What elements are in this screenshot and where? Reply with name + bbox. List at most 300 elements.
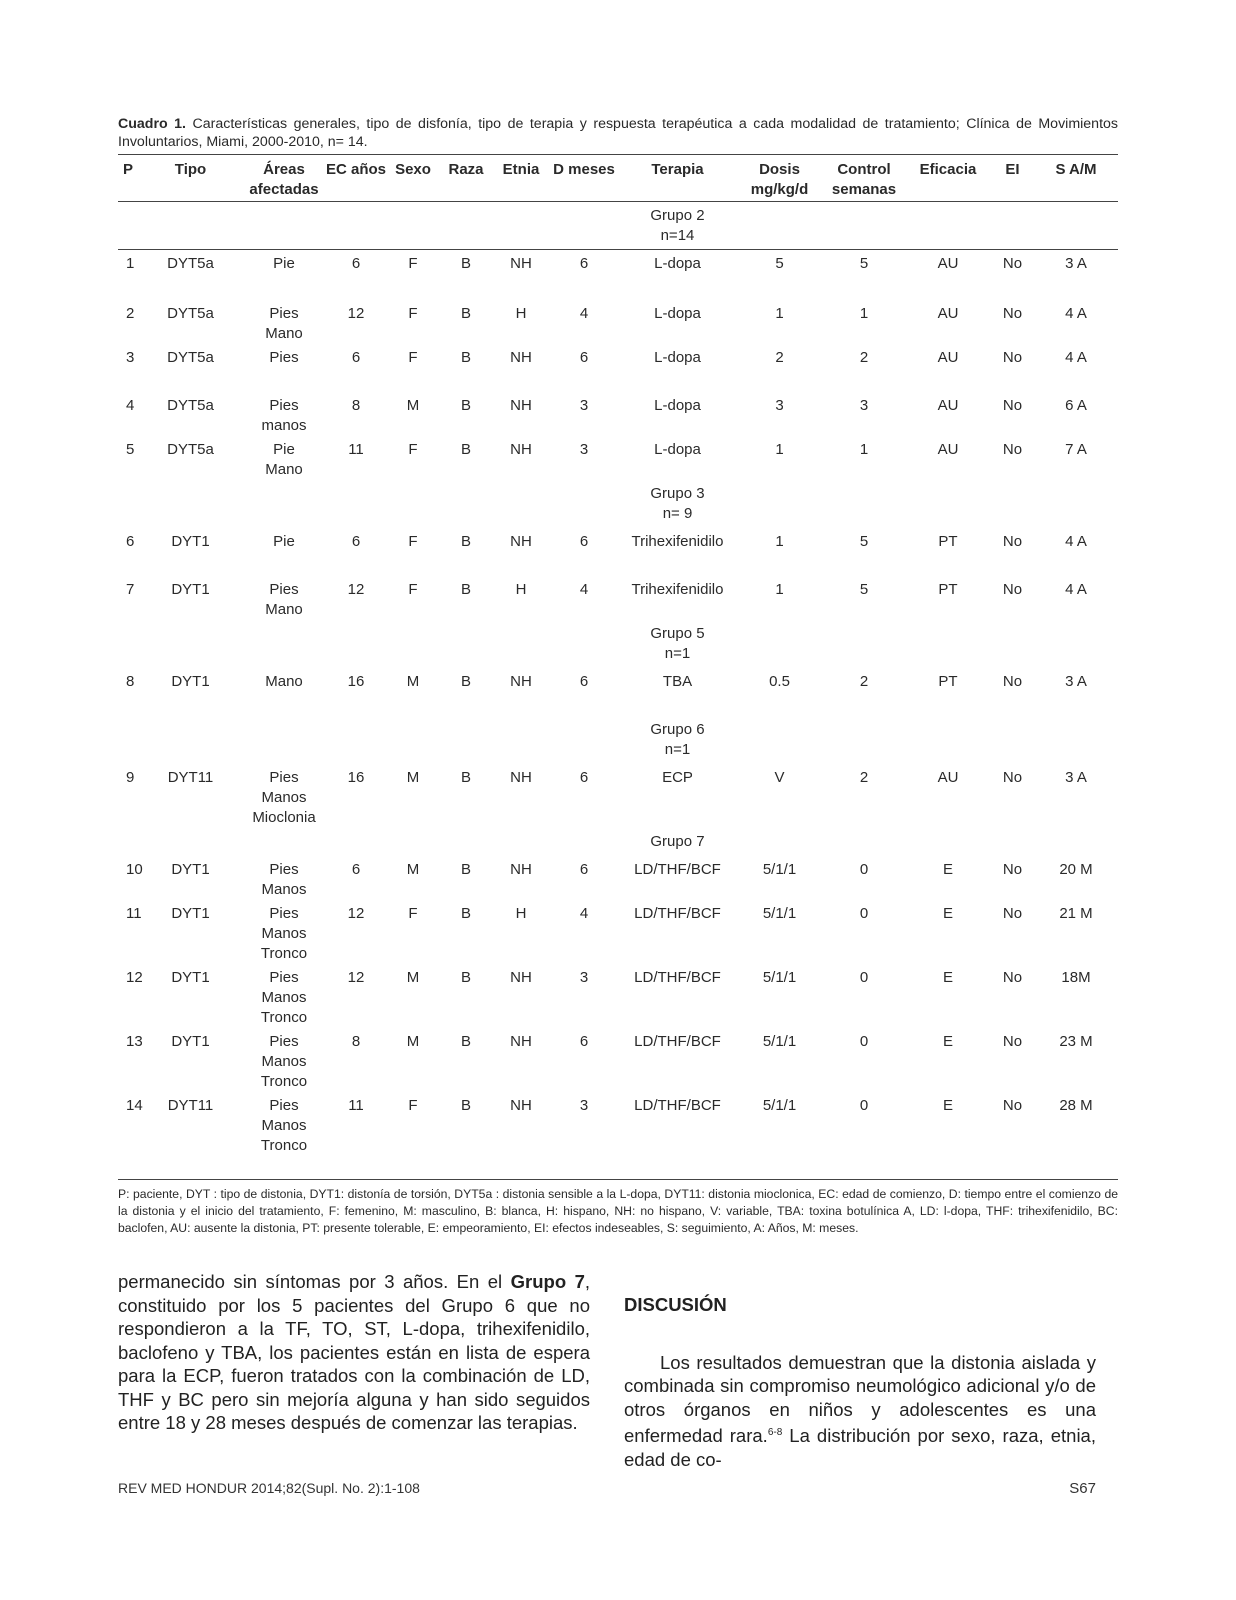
cell-ethnicity: NH — [510, 397, 532, 414]
empty-cell — [736, 202, 823, 250]
cell-type: DYT1 — [171, 533, 210, 550]
left-text-bold: Grupo 7 — [510, 1271, 585, 1292]
empty-cell — [118, 202, 138, 250]
cell-control: 3 — [859, 397, 869, 414]
empty-cell — [387, 480, 439, 528]
table-row — [118, 344, 1118, 392]
cell-areas: Pies Manos Tronco — [260, 905, 308, 962]
cell-control: 5 — [859, 255, 869, 272]
cell-patient: 6 — [126, 533, 135, 550]
cell-areas: Pie — [273, 533, 295, 550]
empty-cell — [387, 202, 439, 250]
cell-onset-age: 6 — [351, 349, 361, 366]
cell-dose: 5 — [775, 255, 784, 272]
table-bottom-rule — [118, 1179, 1118, 1180]
cell-sex: M — [406, 673, 420, 690]
empty-cell — [493, 716, 549, 764]
cell-ethnicity: NH — [510, 255, 532, 272]
empty-cell — [905, 828, 991, 856]
table-row — [118, 668, 1118, 716]
cell-type: DYT5a — [167, 305, 214, 322]
cell-control: 0 — [859, 969, 869, 986]
empty-cell — [823, 480, 905, 528]
cell-onset-age: 8 — [351, 397, 361, 414]
empty-cell — [138, 480, 243, 528]
empty-cell — [991, 202, 1034, 250]
cell-control: 2 — [859, 349, 869, 366]
empty-cell — [1034, 480, 1118, 528]
table-row — [118, 300, 1118, 344]
cell-delay: 6 — [579, 861, 589, 878]
empty-cell — [243, 620, 325, 668]
empty-cell — [118, 828, 138, 856]
cell-efficacy: E — [942, 969, 953, 986]
table-row — [118, 436, 1118, 480]
cell-adverse-effects: No — [1002, 305, 1023, 322]
header-follow-up: S A/M — [1055, 161, 1097, 178]
empty-cell — [991, 716, 1034, 764]
cell-control: 0 — [859, 1033, 869, 1050]
empty-cell — [138, 202, 243, 250]
cell-dose: 1 — [775, 581, 784, 598]
table-row — [118, 900, 1118, 964]
table-row — [118, 764, 1118, 828]
cell-sex: M — [406, 769, 420, 786]
cell-ethnicity: NH — [510, 349, 532, 366]
cell-ethnicity: H — [515, 581, 527, 598]
empty-cell — [439, 716, 493, 764]
cell-race: B — [460, 905, 471, 922]
cell-type: DYT1 — [171, 581, 210, 598]
cell-adverse-effects: No — [1002, 969, 1023, 986]
header-areas: Áreas afectadas — [249, 161, 319, 198]
group-row — [118, 480, 1118, 528]
cell-adverse-effects: No — [1002, 905, 1023, 922]
cell-dose: 1 — [775, 305, 784, 322]
cell-follow-up: 23 M — [1059, 1033, 1093, 1050]
cell-efficacy: AU — [937, 441, 959, 458]
cell-therapy: Trihexifenidilo — [631, 533, 724, 550]
header-race: Raza — [448, 161, 484, 178]
cell-adverse-effects: No — [1002, 441, 1023, 458]
cell-areas: Pies Manos Tronco — [260, 1097, 308, 1154]
cell-ethnicity: NH — [510, 673, 532, 690]
table-row — [118, 964, 1118, 1028]
table-row — [118, 250, 1118, 300]
header-dose: Dosis mg/kg/d — [750, 161, 809, 198]
cell-sex: F — [408, 441, 418, 458]
cell-type: DYT11 — [167, 769, 214, 786]
header-delay: D meses — [553, 161, 615, 178]
cell-race: B — [460, 1097, 471, 1114]
cell-control: 5 — [859, 533, 869, 550]
cell-adverse-effects: No — [1002, 581, 1023, 598]
cell-delay: 6 — [579, 769, 589, 786]
cell-ethnicity: NH — [510, 861, 532, 878]
table-row — [118, 1028, 1118, 1092]
cell-sex: F — [408, 581, 418, 598]
empty-cell — [493, 202, 549, 250]
empty-cell — [991, 620, 1034, 668]
cell-follow-up: 28 M — [1059, 1097, 1093, 1114]
cell-areas: Pies Mano — [265, 305, 303, 342]
cell-dose: 2 — [775, 349, 784, 366]
empty-cell — [736, 716, 823, 764]
empty-cell — [549, 620, 619, 668]
cell-efficacy: E — [942, 861, 953, 878]
cell-control: 5 — [859, 581, 869, 598]
empty-cell — [387, 828, 439, 856]
table-row — [118, 528, 1118, 576]
cell-delay: 4 — [579, 581, 589, 598]
caption-label: Cuadro 1. — [118, 116, 186, 132]
cell-sex: F — [408, 349, 418, 366]
cell-onset-age: 16 — [347, 769, 365, 786]
cell-efficacy: E — [942, 1033, 953, 1050]
empty-cell — [549, 202, 619, 250]
table-caption — [118, 115, 1118, 151]
group-label: Grupo 3 n= 9 — [650, 485, 705, 522]
cell-dose: 5/1/1 — [762, 1033, 797, 1050]
cell-follow-up: 4 A — [1065, 349, 1087, 366]
empty-cell — [387, 716, 439, 764]
cell-patient: 10 — [126, 861, 143, 878]
cell-therapy: TBA — [662, 673, 693, 690]
cell-efficacy: AU — [937, 397, 959, 414]
cell-therapy: L-dopa — [654, 255, 701, 272]
cell-type: DYT1 — [171, 1033, 210, 1050]
cell-race: B — [460, 305, 471, 322]
empty-cell — [736, 620, 823, 668]
empty-cell — [325, 716, 387, 764]
cell-patient: 8 — [126, 673, 135, 690]
cell-follow-up: 3 A — [1065, 255, 1087, 272]
cell-ethnicity: NH — [510, 769, 532, 786]
cell-efficacy: PT — [938, 673, 958, 690]
cell-dose: 5/1/1 — [762, 1097, 797, 1114]
empty-cell — [387, 620, 439, 668]
cell-ethnicity: NH — [510, 1033, 532, 1050]
cell-onset-age: 8 — [351, 1033, 361, 1050]
table-row — [118, 856, 1118, 900]
cell-patient: 2 — [126, 305, 135, 322]
cell-areas: Pies Manos — [261, 861, 307, 898]
cell-sex: F — [408, 533, 418, 550]
cell-efficacy: AU — [937, 349, 959, 366]
cell-follow-up: 4 A — [1065, 305, 1087, 322]
group-label: Grupo 6 n=1 — [650, 721, 705, 758]
cell-onset-age: 6 — [351, 861, 361, 878]
cell-therapy: LD/THF/BCF — [634, 1033, 721, 1050]
cell-sex: F — [408, 1097, 418, 1114]
empty-cell — [493, 828, 549, 856]
empty-cell — [243, 716, 325, 764]
cell-ethnicity: H — [515, 905, 527, 922]
cell-therapy: L-dopa — [654, 349, 701, 366]
cell-onset-age: 12 — [347, 581, 365, 598]
empty-cell — [493, 620, 549, 668]
cell-delay: 4 — [579, 305, 589, 322]
empty-cell — [905, 716, 991, 764]
empty-cell — [243, 828, 325, 856]
cell-therapy: L-dopa — [654, 441, 701, 458]
cell-areas: Pies — [269, 349, 299, 366]
empty-cell — [736, 828, 823, 856]
cell-race: B — [460, 673, 471, 690]
cell-patient: 1 — [126, 255, 135, 272]
cell-patient: 13 — [126, 1033, 143, 1050]
cell-adverse-effects: No — [1002, 397, 1023, 414]
cell-control: 1 — [859, 305, 869, 322]
table-row — [118, 392, 1118, 436]
group-row — [118, 716, 1118, 764]
cell-race: B — [460, 1033, 471, 1050]
cell-dose: 5/1/1 — [762, 969, 797, 986]
left-text-after: , constituido por los 5 pacientes del Grupo 6 que no respondieron a la TF, TO, ST, L-dopa, trihexifenidilo, baclofeno y TBA, los pacientes están en lista de espera para la ECP, fueron tratados con la combinación de LD, THF y BC pero sin mejoría alguna y han sido seguidos entre 18 y 28 meses después de comenzar las terapias. — [118, 1271, 591, 1433]
page-number: S67 — [1069, 1480, 1096, 1497]
empty-cell — [439, 480, 493, 528]
cell-areas: Pies Manos Tronco — [260, 1033, 308, 1090]
empty-cell — [991, 480, 1034, 528]
cell-therapy: LD/THF/BCF — [634, 905, 721, 922]
empty-cell — [493, 480, 549, 528]
cell-dose: 5/1/1 — [762, 861, 797, 878]
empty-cell — [1034, 620, 1118, 668]
empty-cell — [991, 828, 1034, 856]
empty-cell — [325, 480, 387, 528]
discussion-text: Los resultados demuestran que la distonia aislada y combinada sin compromiso neumológico adicional y/o de otros órganos en niños y adolescentes es una enfermedad rara. — [624, 1351, 1096, 1447]
cell-adverse-effects: No — [1002, 673, 1023, 690]
cell-delay: 6 — [579, 673, 589, 690]
cell-follow-up: 4 A — [1065, 533, 1087, 550]
cell-dose: 1 — [775, 441, 784, 458]
header-type: Tipo — [174, 161, 207, 178]
cell-onset-age: 12 — [347, 305, 365, 322]
cell-areas: Pies Manos Mioclonia — [252, 769, 316, 826]
cell-therapy: LD/THF/BCF — [634, 969, 721, 986]
cell-ethnicity: NH — [510, 1097, 532, 1114]
left-column-text — [118, 1270, 590, 1435]
empty-cell — [823, 716, 905, 764]
cell-efficacy: E — [942, 905, 953, 922]
cell-follow-up: 7 A — [1065, 441, 1087, 458]
cell-type: DYT1 — [171, 905, 210, 922]
cell-onset-age: 12 — [347, 969, 365, 986]
empty-cell — [439, 828, 493, 856]
cell-adverse-effects: No — [1002, 1033, 1023, 1050]
cell-efficacy: PT — [938, 581, 958, 598]
cell-sex: F — [408, 255, 418, 272]
empty-cell — [549, 716, 619, 764]
empty-cell — [325, 620, 387, 668]
cell-type: DYT5a — [167, 255, 214, 272]
cell-delay: 3 — [579, 397, 589, 414]
empty-cell — [549, 480, 619, 528]
cell-areas: Pie Mano — [265, 441, 303, 478]
caption-text: Características generales, tipo de disfonía, tipo de terapia y respuesta terapéutica a cada modalidad de tratamiento; Clínica de Movimientos Involuntarios, Miami, 2000-2010, n= 14. — [118, 116, 1118, 150]
cell-dose: V — [774, 769, 785, 786]
discussion-paragraph — [624, 1351, 1096, 1472]
cell-dose: 1 — [775, 533, 784, 550]
empty-cell — [325, 202, 387, 250]
cell-ethnicity: NH — [510, 533, 532, 550]
left-text-before: permanecido sin síntomas por 3 años. En el — [118, 1271, 511, 1292]
cell-control: 2 — [859, 769, 869, 786]
cell-patient: 3 — [126, 349, 135, 366]
cell-follow-up: 6 A — [1065, 397, 1087, 414]
cell-sex: M — [406, 397, 420, 414]
cell-race: B — [460, 255, 471, 272]
cell-patient: 9 — [126, 769, 135, 786]
empty-cell — [823, 620, 905, 668]
cell-delay: 3 — [579, 969, 589, 986]
cell-onset-age: 16 — [347, 673, 365, 690]
cell-patient: 4 — [126, 397, 135, 414]
empty-cell — [138, 620, 243, 668]
cell-follow-up: 3 A — [1065, 673, 1087, 690]
cell-race: B — [460, 441, 471, 458]
cell-areas: Pie — [273, 255, 295, 272]
empty-cell — [439, 620, 493, 668]
header-control: Control semanas — [831, 161, 897, 198]
cell-adverse-effects: No — [1002, 769, 1023, 786]
empty-cell — [118, 480, 138, 528]
cell-dose: 0.5 — [769, 673, 790, 690]
cell-race: B — [460, 533, 471, 550]
group-row — [118, 828, 1118, 856]
empty-cell — [1034, 828, 1118, 856]
cell-onset-age: 6 — [351, 255, 361, 272]
cell-delay: 6 — [579, 533, 589, 550]
cell-dose: 5/1/1 — [762, 905, 797, 922]
group-label: Grupo 2 n=14 — [650, 207, 705, 244]
cell-adverse-effects: No — [1002, 1097, 1023, 1114]
discussion-heading: DISCUSIÓN — [624, 1294, 727, 1315]
cell-efficacy: AU — [937, 769, 959, 786]
cell-type: DYT11 — [167, 1097, 214, 1114]
cell-areas: Pies Mano — [265, 581, 303, 618]
cell-sex: M — [406, 1033, 420, 1050]
cell-efficacy: AU — [937, 305, 959, 322]
cell-follow-up: 18M — [1061, 969, 1091, 986]
empty-cell — [118, 620, 138, 668]
cell-type: DYT5a — [167, 397, 214, 414]
table-row — [118, 576, 1118, 620]
cell-therapy: LD/THF/BCF — [634, 861, 721, 878]
cell-efficacy: E — [942, 1097, 953, 1114]
cell-race: B — [460, 769, 471, 786]
cell-race: B — [460, 397, 471, 414]
empty-cell — [549, 828, 619, 856]
cell-ethnicity: NH — [510, 969, 532, 986]
cell-patient: 11 — [126, 905, 142, 922]
empty-cell — [138, 716, 243, 764]
cell-race: B — [460, 861, 471, 878]
cell-type: DYT5a — [167, 441, 214, 458]
cell-sex: M — [406, 861, 420, 878]
cell-race: B — [460, 581, 471, 598]
cell-control: 1 — [859, 441, 869, 458]
cell-follow-up: 4 A — [1065, 581, 1087, 598]
group-row — [118, 202, 1118, 250]
cell-race: B — [460, 349, 471, 366]
cell-control: 0 — [859, 905, 869, 922]
group-row — [118, 620, 1118, 668]
empty-cell — [823, 202, 905, 250]
table-row — [118, 1092, 1118, 1156]
empty-cell — [905, 620, 991, 668]
cell-sex: F — [408, 905, 418, 922]
cell-type: DYT5a — [167, 349, 214, 366]
empty-cell — [118, 716, 138, 764]
cell-type: DYT1 — [171, 861, 210, 878]
empty-cell — [243, 480, 325, 528]
cell-onset-age: 6 — [351, 533, 361, 550]
table-notes: P: paciente, DYT : tipo de distonia, DYT1: distonía de torsión, DYT5a : distonia sensible a la L-dopa, DYT11: distonia mioclonica, EC: edad de comienzo, D: tiempo entre el comienzo de la distonia y el inicio del tratamiento, F: femenino, M: masculino, B: blanca, H: hispano, NH: no hispano, V: variable, TBA: toxina botulínica A, LD: l-dopa, THF: trihexifenidilo, BC: baclofen, AU: ausente la distonia, PT: presente tolerable, E: empeoramiento, EI: efectos indeseables, S: seguimiento, A: Años, M: meses. — [118, 1187, 1118, 1235]
empty-cell — [1034, 202, 1118, 250]
cell-follow-up: 20 M — [1059, 861, 1093, 878]
header-efficacy: Eficacia — [919, 161, 977, 178]
cell-delay: 3 — [579, 1097, 589, 1114]
cell-adverse-effects: No — [1002, 533, 1023, 550]
empty-cell — [823, 828, 905, 856]
table-top-rule — [118, 154, 1118, 155]
cell-sex: M — [406, 969, 420, 986]
cell-follow-up: 21 M — [1059, 905, 1093, 922]
header-sex: Sexo — [395, 161, 431, 178]
cell-type: DYT1 — [171, 673, 210, 690]
cell-patient: 14 — [126, 1097, 143, 1114]
cell-therapy: L-dopa — [654, 397, 701, 414]
empty-cell — [905, 480, 991, 528]
cell-adverse-effects: No — [1002, 349, 1023, 366]
cell-therapy: ECP — [662, 769, 693, 786]
cell-delay: 6 — [579, 255, 589, 272]
header-patient: P — [122, 161, 133, 178]
cell-delay: 3 — [579, 441, 589, 458]
empty-cell — [439, 202, 493, 250]
journal-footer: REV MED HONDUR 2014;82(Supl. No. 2):1-108 — [118, 1480, 420, 1496]
header-therapy: Terapia — [651, 161, 704, 178]
cell-type: DYT1 — [171, 969, 210, 986]
cell-efficacy: PT — [938, 533, 958, 550]
cell-sex: F — [408, 305, 418, 322]
discussion-text-cont: La distribución por sexo, raza, etnia, edad de co- — [624, 1425, 1096, 1470]
cell-areas: Pies manos — [261, 397, 307, 434]
empty-cell — [736, 480, 823, 528]
cell-patient: 12 — [126, 969, 143, 986]
group-label: Grupo 5 n=1 — [650, 625, 705, 662]
header-onset-age: EC años — [325, 161, 386, 178]
citation-superscript: 6-8 — [767, 1427, 783, 1438]
cell-therapy: L-dopa — [654, 305, 701, 322]
cell-areas: Pies Manos Tronco — [260, 969, 308, 1026]
cell-control: 2 — [859, 673, 869, 690]
cell-onset-age: 11 — [348, 441, 364, 458]
header-adverse-effects: EI — [1005, 161, 1020, 178]
empty-cell — [905, 202, 991, 250]
cell-efficacy: AU — [937, 255, 959, 272]
cell-patient: 7 — [126, 581, 135, 598]
cell-therapy: Trihexifenidilo — [631, 581, 724, 598]
cell-onset-age: 12 — [347, 905, 365, 922]
empty-cell — [138, 828, 243, 856]
group-label: Grupo 7 — [650, 833, 705, 850]
results-table — [118, 158, 1118, 1156]
empty-cell — [325, 828, 387, 856]
cell-dose: 3 — [775, 397, 784, 414]
cell-control: 0 — [859, 1097, 869, 1114]
